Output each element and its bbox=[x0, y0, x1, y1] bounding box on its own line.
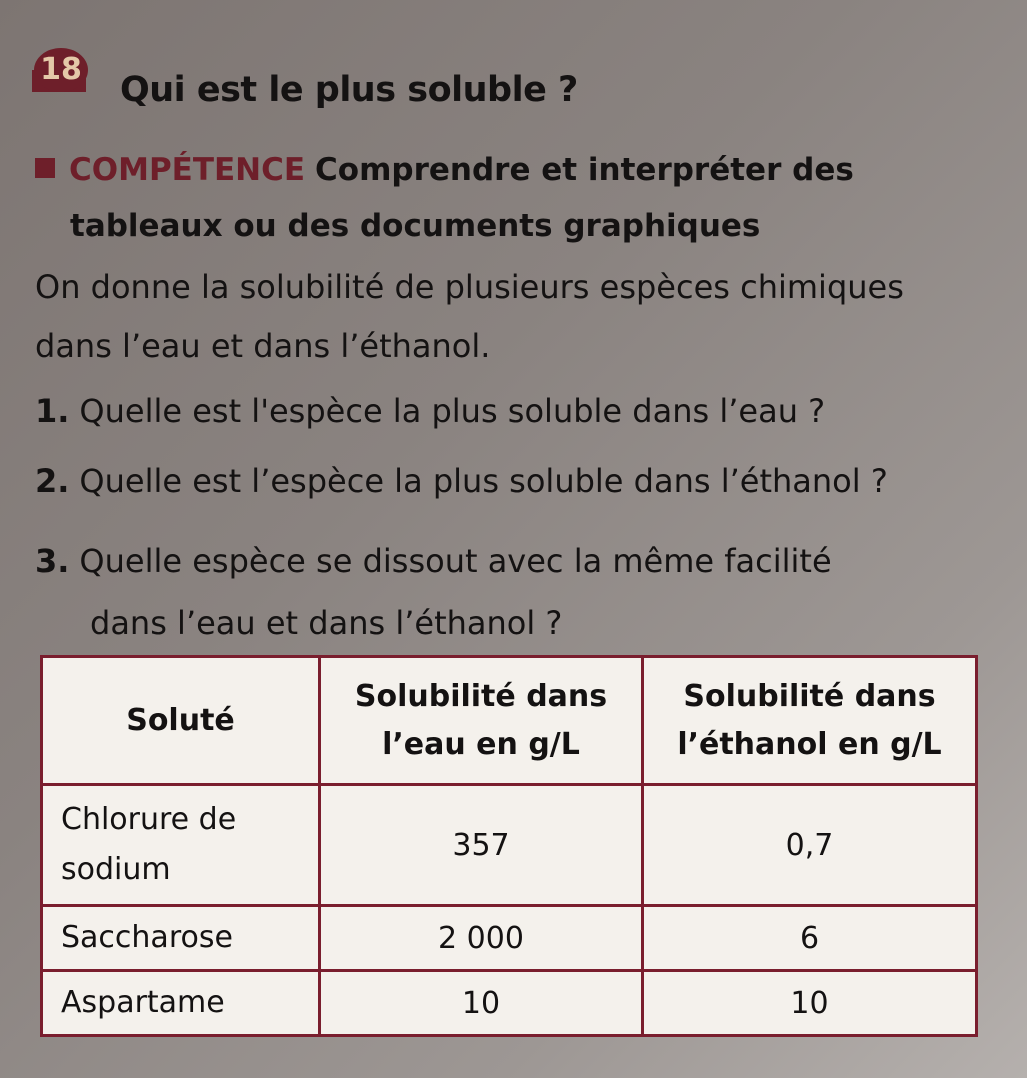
intro-text: On donne la solubilité de plusieurs espèces chimiques dans l’eau et dans l’éthanol. bbox=[35, 268, 904, 365]
competence-text-line1: Comprendre et interpréter des bbox=[315, 152, 854, 188]
header-ethanol-solubility: Solubilité dans l’éthanol en g/L bbox=[643, 657, 977, 785]
question-number: 2. bbox=[35, 462, 70, 500]
competence-keyword: COMPÉTENCE bbox=[69, 152, 306, 188]
water-solubility-value: 10 bbox=[320, 971, 643, 1036]
question-text: Quelle est l'espèce la plus soluble dans l’eau ? bbox=[79, 392, 826, 430]
water-solubility-value: 357 bbox=[320, 785, 643, 906]
question-number: 1. bbox=[35, 392, 70, 430]
table-row bbox=[42, 785, 977, 906]
question-1 bbox=[35, 392, 825, 430]
ethanol-solubility-value: 10 bbox=[643, 971, 977, 1036]
solute-name: Saccharose bbox=[42, 906, 320, 971]
water-solubility-value: 2 000 bbox=[320, 906, 643, 971]
table-header-row bbox=[42, 657, 977, 785]
solubility-table bbox=[40, 655, 978, 1037]
question-text-continued: dans l’eau et dans l’éthanol ? bbox=[90, 604, 563, 642]
exercise-title: Qui est le plus soluble ? bbox=[120, 70, 578, 110]
square-bullet-icon bbox=[35, 158, 55, 178]
question-3 bbox=[35, 530, 985, 654]
solute-name: Chlorure de sodium bbox=[42, 785, 320, 906]
ethanol-solubility-value: 0,7 bbox=[643, 785, 977, 906]
ethanol-solubility-value: 6 bbox=[643, 906, 977, 971]
question-number: 3. bbox=[35, 542, 70, 580]
competence-text-line2: tableaux ou des documents graphiques bbox=[70, 208, 761, 244]
exercise-number-badge bbox=[32, 48, 94, 98]
exercise-number: 18 bbox=[34, 48, 88, 92]
question-text: Quelle est l’espèce la plus soluble dans l’éthanol ? bbox=[79, 462, 888, 500]
table-row bbox=[42, 906, 977, 971]
competence-block bbox=[35, 142, 955, 254]
header-solute: Soluté bbox=[42, 657, 320, 785]
solute-name: Aspartame bbox=[42, 971, 320, 1036]
table-row bbox=[42, 971, 977, 1036]
question-2 bbox=[35, 462, 888, 500]
header-water-solubility: Solubilité dans l’eau en g/L bbox=[320, 657, 643, 785]
question-text: Quelle espèce se dissout avec la même facilité bbox=[79, 542, 832, 580]
